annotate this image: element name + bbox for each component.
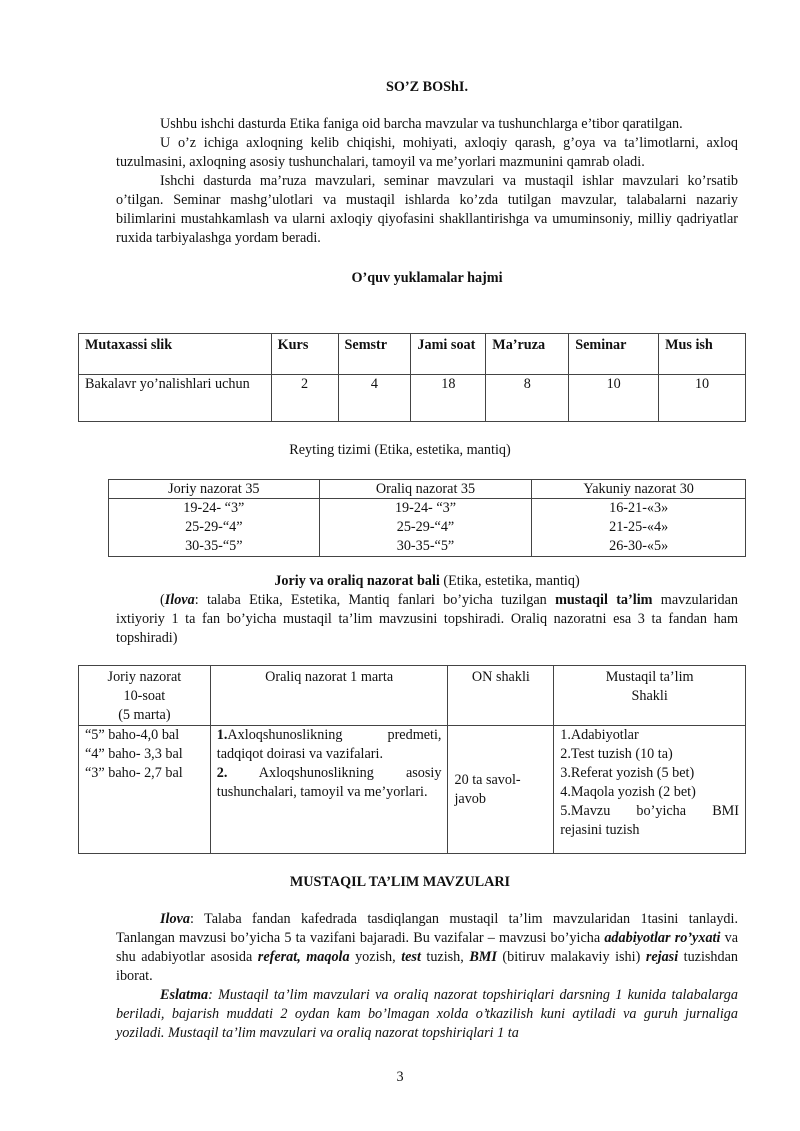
rating-header-cell: Yakuniy nazorat 30 <box>532 480 746 499</box>
workload-cell: 4 <box>338 375 411 422</box>
note-text-b: mavzularidan ixtiyoriy 1 ta fan bo’yicha mustaqil ta’lim mavzusini topshiradi. Oraliq nazoratni esa 3 ta fandan ham topshiradi) <box>116 592 738 646</box>
page-number: 3 <box>396 1069 404 1085</box>
grading-note <box>116 591 738 648</box>
control-header-line: Shakli <box>631 688 668 704</box>
workload-cell: 8 <box>486 375 569 422</box>
rating-line: 19-24- “3” <box>183 500 245 516</box>
independent-study-paragraph-1 <box>116 910 738 986</box>
text-run: Eslatma <box>160 987 209 1003</box>
control-cell <box>554 726 746 854</box>
rating-line: 30-35-“5” <box>185 538 243 554</box>
workload-cell: 10 <box>659 375 746 422</box>
topic-number: 1. <box>216 727 228 743</box>
independent-study-title: MUSTAQIL TA’LIM MAVZULARI <box>289 874 511 890</box>
control-header-cell <box>79 666 211 726</box>
text-run: : Talaba fandan kafedrada tasdiqlangan mustaqil ta’lim mavzularidan 1tasini tanlaydi. Tanlangan mavzusi bo’yicha 5 ta vazifani bajaradi. Bu vazifalar – mavzusi bo’yicha <box>116 911 738 946</box>
rating-line: 25-29-“4” <box>185 519 243 535</box>
text-run: rejasi <box>645 949 679 965</box>
workload-header-cell: Ma’ruza <box>486 334 569 375</box>
control-header-line: 10-soat <box>123 688 166 704</box>
note-open: ( <box>160 592 165 608</box>
workload-header-cell: Semstr <box>338 334 411 375</box>
rating-line: 19-24- “3” <box>394 500 457 516</box>
control-header-cell <box>554 666 746 726</box>
intro-paragraph-2: U o’z ichiga axloqning kelib chiqishi, mohiyati, axloqiy qarash, g’oya va ta’limotlarni, axloq tuzulmasini, axloqning asosiy tushunchalari, tamoyil va me’yorlari mazmunini qamrab oladi. <box>116 135 738 170</box>
control-table <box>78 665 746 854</box>
text-run: adabiyotlar ro’yxati <box>604 930 721 946</box>
workload-table <box>78 333 746 422</box>
task-line: 4.Maqola yozish (2 bet) <box>560 784 696 800</box>
rating-header-cell: Oraliq nazorat 35 <box>319 480 532 499</box>
rating-table <box>108 479 746 557</box>
rating-cell <box>319 499 532 557</box>
topic-2 <box>217 764 442 802</box>
task-line: 2.Test tuzish (10 ta) <box>560 746 673 762</box>
control-header-line: Joriy nazorat <box>107 669 182 685</box>
rating-header-cell: Joriy nazorat 35 <box>109 480 320 499</box>
grade-line: “4” baho- 3,3 bal <box>85 746 183 762</box>
rating-cell <box>109 499 320 557</box>
text-run: (bitiruv malakaviy ishi) <box>496 949 646 965</box>
grade-line: “5” baho-4,0 bal <box>85 727 180 743</box>
workload-header-cell: Kurs <box>271 334 338 375</box>
page-title: SO’Z BOShI. <box>385 79 468 95</box>
rating-line: 26-30-«5» <box>609 538 669 554</box>
rating-cell <box>532 499 746 557</box>
note-label: Ilova <box>164 592 195 608</box>
control-cell <box>79 726 211 854</box>
independent-study-paragraph-2 <box>116 986 738 1043</box>
topic-text: Axloqshunoslikning asosiy tushunchalari, tamoyil va me’yorlari. <box>216 765 442 800</box>
workload-header-cell: Jami soat <box>411 334 486 375</box>
grading-title-rest: (Etika, estetika, mantiq) <box>439 573 580 589</box>
grade-line: “3” baho- 2,7 bal <box>85 765 183 781</box>
grading-section <box>116 572 738 648</box>
text-run: test <box>401 949 421 965</box>
rating-line: 21-25-«4» <box>609 519 669 535</box>
text-run: tuzish, <box>420 949 470 965</box>
text-run: : Mustaqil ta’lim mavzulari va oraliq nazorat topshiriqlari darsning 1 kunida talabalarga beriladi, bajarish muddati 2 oydan kam bo’lmagan xolda o’tkazilish kuni aytiladi va guruh jurnaliga yoziladi. Mustaqil ta’lim mavzulari va oraliq nazorat topshiriqlari 1 ta <box>116 987 738 1041</box>
rating-title: Reyting tizimi (Etika, estetika, mantiq) <box>289 442 511 458</box>
topic-number: 2. <box>216 765 228 781</box>
control-cell <box>210 726 448 854</box>
task-line: 1.Adabiyotlar <box>560 727 639 743</box>
workload-cell: 10 <box>569 375 659 422</box>
workload-header-cell: Mutaxassi slik <box>79 334 272 375</box>
text-run: va shu adabiyotlar asosida <box>116 930 738 965</box>
workload-cell: 18 <box>411 375 486 422</box>
control-header-cell: ON shakli <box>448 666 554 726</box>
rating-line: 16-21-«3» <box>609 500 669 516</box>
note-text-a: : talaba Etika, Estetika, Mantiq fanlari bo’yicha tuzilgan <box>194 592 556 608</box>
workload-cell: 2 <box>271 375 338 422</box>
text-run: BMI <box>469 949 497 965</box>
text-run: referat, maqola <box>257 949 350 965</box>
control-header-line: (5 marta) <box>118 707 171 723</box>
note-bold: mustaqil ta’lim <box>555 592 653 608</box>
intro-paragraph-3: Ishchi dasturda ma’ruza mavzulari, seminar mavzulari va mustaqil ishlar mavzulari ko’rsatib o’tilgan. Seminar mashg’ulotlari va mustaqil ishlarda ko’zda tutilgan mavzular, talabalarni nazariy bilimlarini mustahkamlash va ularni axloqiy qiyofasini shakllantirishga va umuminsoniy, milliy qadriyatlar ruxida tarbiyalashga yordam beradi. <box>116 173 738 246</box>
control-cell: 20 ta savol-javob <box>448 726 554 854</box>
topic-1 <box>217 726 442 764</box>
topic-text: Axloqshunoslikning predmeti, tadqiqot doirasi va vazifalari. <box>216 727 442 762</box>
grading-title-bold: Joriy va oraliq nazorat bali <box>274 573 440 589</box>
workload-header-cell: Seminar <box>569 334 659 375</box>
page-body <box>116 70 738 306</box>
grading-title <box>116 572 738 591</box>
text-run: yozish, <box>349 949 402 965</box>
control-header-cell: Oraliq nazorat 1 marta <box>210 666 448 726</box>
text-run: tuzishdan iborat. <box>116 949 739 984</box>
workload-cell: Bakalavr yo’nalishlari uchun <box>79 375 272 422</box>
task-line: 5.Mavzu bo’yicha BMI rejasini tuzish <box>560 803 739 838</box>
control-header-line: Mustaqil ta’lim <box>605 669 694 685</box>
text-run: Ilova <box>160 911 190 927</box>
workload-header-cell: Mus ish <box>659 334 746 375</box>
intro-paragraph-1: Ushbu ishchi dasturda Etika faniga oid barcha mavzular va tushunchlarga e’tibor qaratilgan. <box>160 116 683 132</box>
task-line: 3.Referat yozish (5 bet) <box>560 765 695 781</box>
independent-study-body <box>116 910 738 1043</box>
rating-line: 30-35-“5” <box>396 538 455 554</box>
workload-title: O’quv yuklamalar hajmi <box>351 270 503 286</box>
rating-line: 25-29-“4” <box>396 519 455 535</box>
